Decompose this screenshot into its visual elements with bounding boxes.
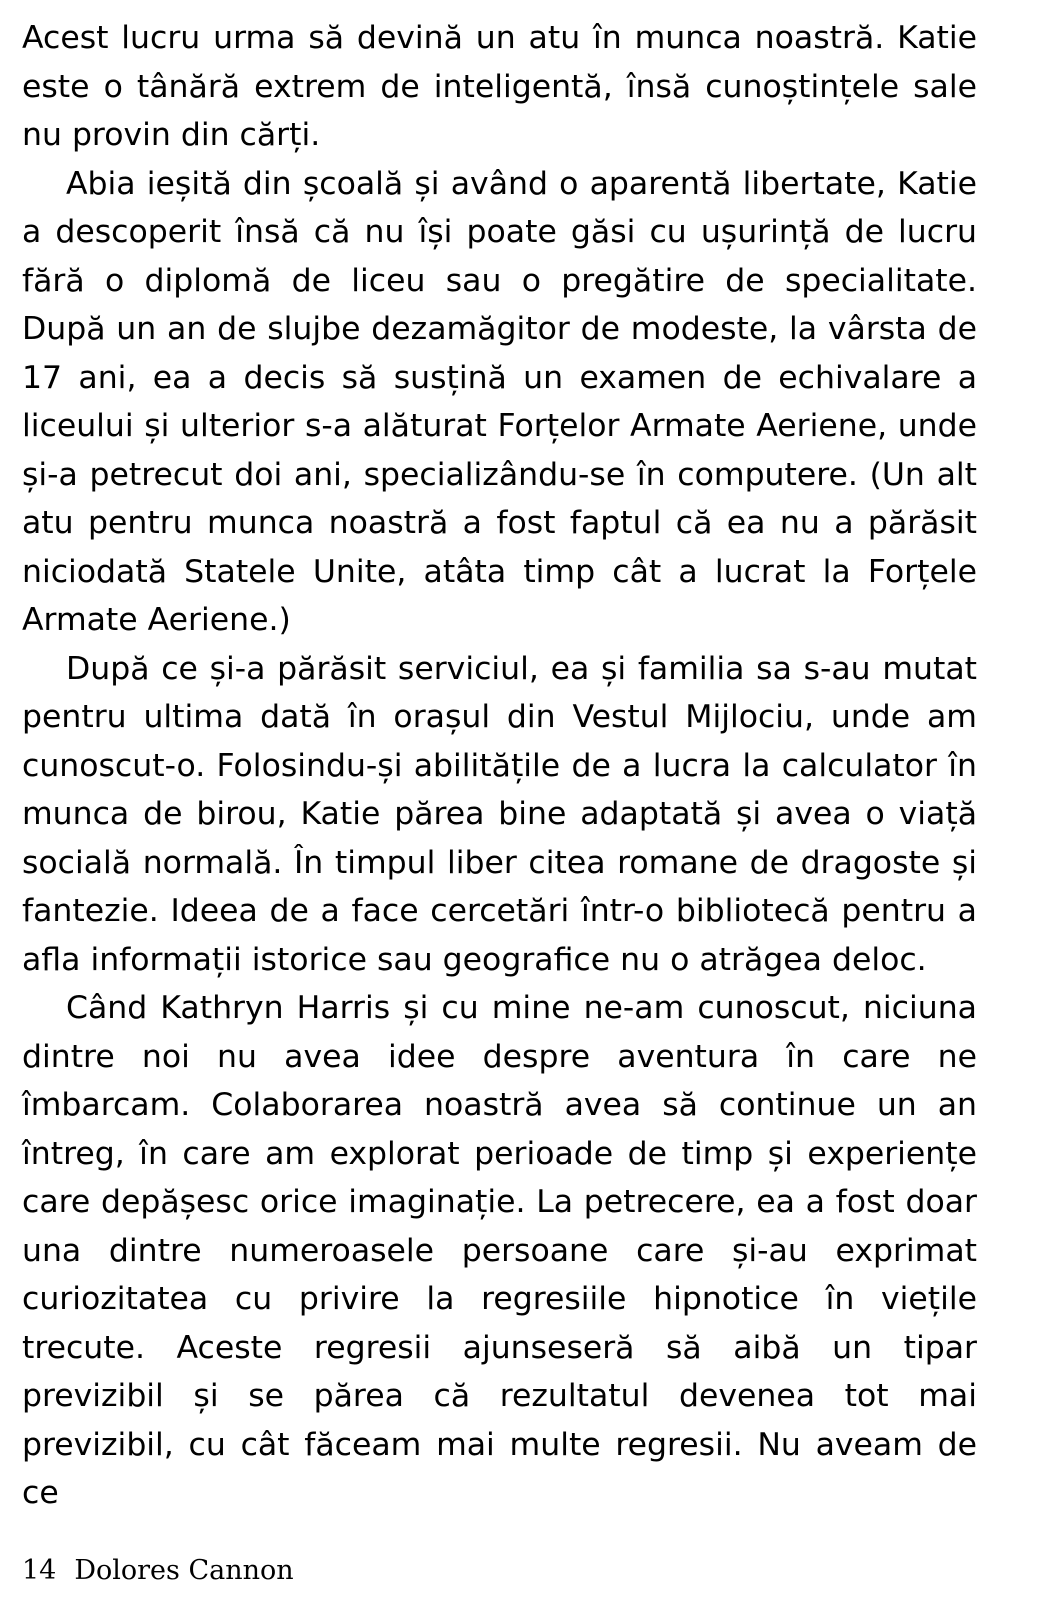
paragraph: Abia ieșită din școală și având o aparentă libertate, Katie a descoperit însă că nu își poate găsi cu ușurință de lucru fără o diplomă de liceu sau o pregătire de specialitate. După un an de slujbe dezamăgitor de modeste, la vârsta de 17 ani, ea a decis să susțină un examen de echivalare a liceului și ulterior s-a alăturat Forțelor Armate Aeriene, unde și-a petrecut doi ani, specializându-se în computere. (Un alt atu pentru munca noastră a fost faptul că ea nu a părăsit niciodată Statele Unite, atâta timp cât a lucrat la Forțele Armate Aeriene.) (22, 165, 977, 638)
paragraph: Când Kathryn Harris și cu mine ne-am cunoscut, niciuna dintre noi nu avea idee despre aventura în care ne îmbarcam. Colaborarea noastră avea să continue un an întreg, în care am explorat perioade de timp și experiențe care depășesc orice imaginație. La petrecere, ea a fost doar una dintre numeroasele persoane care și-au exprimat curiozitatea cu privire la regresiile hipnotice în viețile trecute. Aceste regresii ajunseseră să aibă un tipar previzibil și se părea că rezultatul devenea tot mai previzibil, cu cât făceam mai multe regresii. Nu aveam de ce (22, 990, 977, 1511)
paragraph: După ce și-a părăsit serviciul, ea și familia sa s-au mutat pentru ultima dată în orașul din Vestul Mijlociu, unde am cunoscut-o. Folosindu-și abilitățile de a lucra la calculator în munca de birou, Katie părea bine adaptată și avea o viață socială normală. În timpul liber citea romane de dragoste și fantezie. Ideea de a face cercetări într-o bibliotecă pentru a afla informații istorice sau geografice nu o atrăgea deloc. (22, 650, 977, 978)
page-number: 14 (22, 1555, 57, 1586)
paragraph: Acest lucru urma să devină un atu în munca noastră. Katie este o tânără extrem de inteligentă, însă cunoștințele sale nu provin din cărți. (22, 20, 977, 153)
page-body (22, 14, 977, 1518)
page-footer (22, 1555, 294, 1586)
running-head-author: Dolores Cannon (74, 1555, 294, 1586)
